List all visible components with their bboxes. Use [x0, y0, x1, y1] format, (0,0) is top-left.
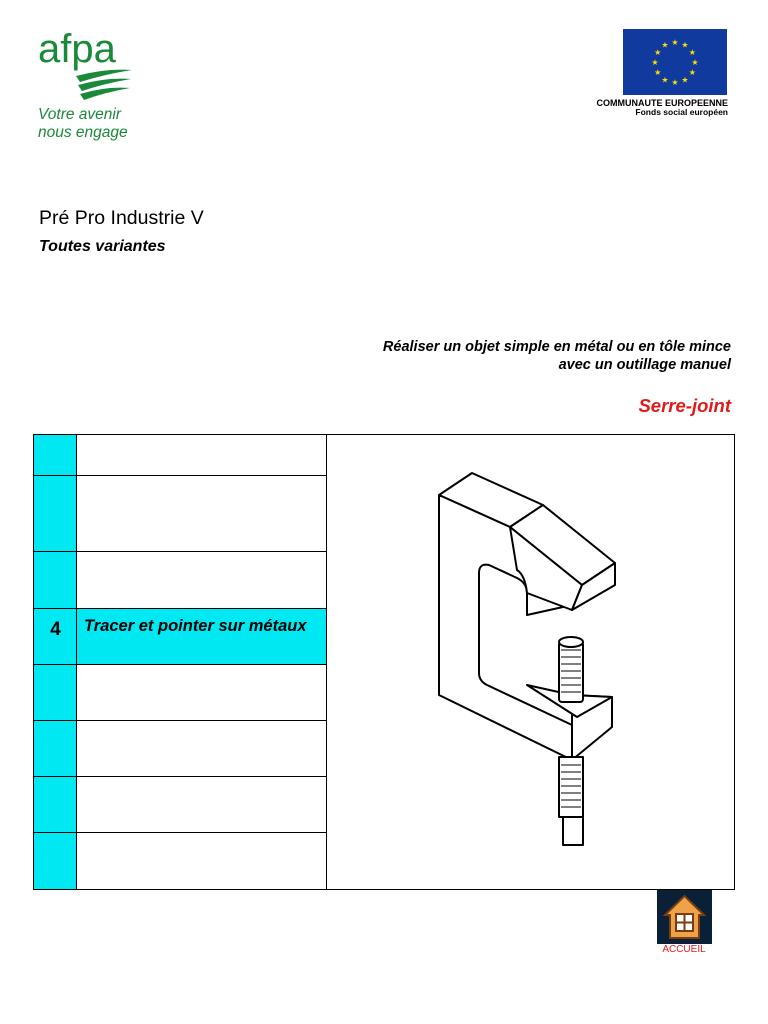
eu-star-icon: ★: [654, 48, 662, 57]
eu-star-icon: ★: [661, 40, 669, 50]
module-label-cell: [77, 435, 327, 476]
row-divider: [34, 551, 327, 552]
module-number-cell: [34, 665, 77, 721]
objective-text: [383, 338, 731, 374]
module-number: 4: [50, 619, 61, 640]
module-number-cell: [34, 552, 77, 609]
eu-star-icon: ★: [661, 75, 669, 85]
module-label-cell: [77, 552, 327, 609]
eu-star-icon: ★: [688, 48, 696, 57]
house-icon: [657, 890, 712, 944]
row-divider: [34, 776, 327, 777]
eu-star-icon: ★: [654, 68, 662, 77]
module-label-cell: [77, 721, 327, 777]
page-title: Pré Pro Industrie V: [39, 207, 204, 229]
tagline-line2: nous engage: [38, 124, 128, 141]
module-number-cell: [34, 721, 77, 777]
objective-line1: Réaliser un objet simple en métal ou en tôle mince: [382, 339, 731, 355]
page-subtitle: Toutes variantes: [39, 238, 166, 255]
eu-title: COMMUNAUTE EUROPEENNE: [596, 98, 728, 108]
row-divider: [34, 475, 327, 476]
row-divider: [34, 664, 327, 665]
module-number-cell: [34, 476, 77, 552]
module-label[interactable]: Tracer et pointer sur métaux: [84, 617, 307, 635]
eu-flag: [623, 29, 727, 95]
eu-star-icon: ★: [671, 78, 679, 87]
home-button[interactable]: [657, 890, 712, 944]
logo-wordmark: afpa: [38, 30, 116, 71]
afpa-logo: [36, 30, 146, 110]
module-table: [33, 434, 735, 890]
eu-star-icon: ★: [681, 40, 689, 50]
objective-line2: avec un outillage manuel: [558, 357, 731, 373]
module-number-cell: [34, 833, 77, 889]
module-label-cell: [77, 833, 327, 889]
row-divider: [34, 720, 327, 721]
module-number-cell: [34, 435, 77, 476]
row-divider: [34, 608, 327, 609]
clamp-illustration: [327, 435, 734, 889]
module-number-cell: [34, 777, 77, 833]
module-label-cell: [77, 476, 327, 552]
eu-star-icon: ★: [691, 58, 699, 67]
eu-star-icon: ★: [671, 38, 679, 47]
row-divider: [34, 832, 327, 833]
eu-star-icon: ★: [688, 68, 696, 77]
tagline-line1: Votre avenir: [38, 106, 121, 123]
module-label-cell: [77, 777, 327, 833]
module-label-cell: [77, 665, 327, 721]
eu-star-icon: ★: [651, 58, 659, 67]
eu-star-icon: ★: [681, 75, 689, 85]
project-title: Serre-joint: [638, 395, 731, 416]
home-label[interactable]: ACCUEIL: [662, 944, 706, 955]
eu-subtitle: Fonds social européen: [635, 107, 728, 117]
